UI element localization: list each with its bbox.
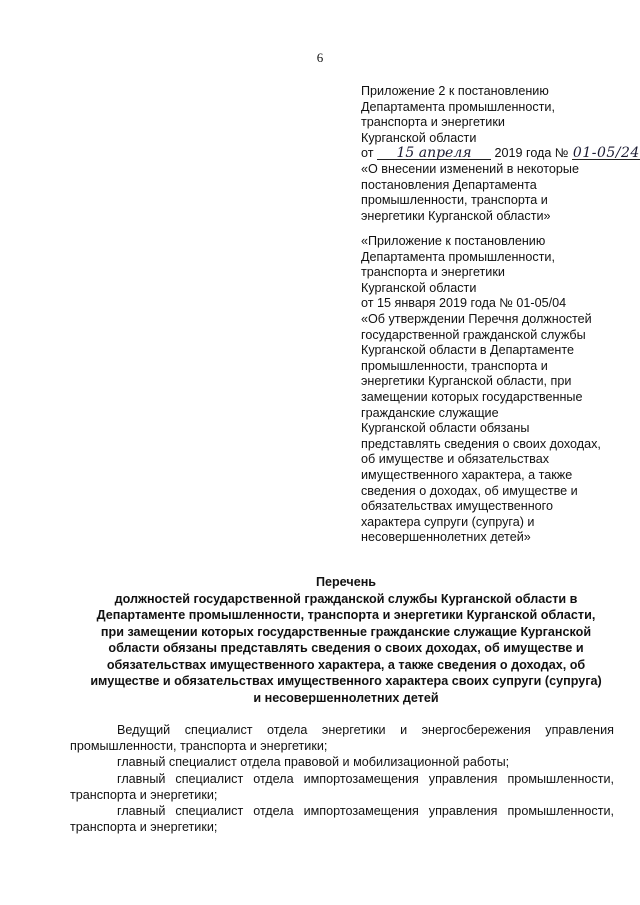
annex-original-line: энергетики Курганской области, при	[361, 374, 572, 389]
annex-current-line: Приложение 2 к постановлению	[361, 84, 549, 98]
annex-current-block	[361, 84, 640, 224]
date-suffix: 2019 года №	[494, 146, 569, 161]
title-line: при замещении которых государственные гражданские служащие Курганской	[100, 624, 592, 639]
annex-original-line: Курганской области	[361, 280, 477, 295]
annex-original-line: обязательствах имущественного	[361, 499, 554, 514]
annex-original-line: «Об утверждении Перечня должностей	[361, 311, 592, 326]
annex-original-line: представлять сведения о своих доходах,	[361, 436, 601, 451]
annex-original-line: замещении которых государственные	[361, 389, 583, 404]
title-line: обязательствах имущественного характера, а также сведения о доходах, об	[106, 657, 586, 672]
positions-list	[70, 722, 614, 835]
title-line: Департаменте промышленности, транспорта и энергетики Курганской области,	[96, 608, 596, 622]
annex-current-subject-line: энергетики Курганской области»	[361, 208, 551, 223]
annex-original-line: имущественного характера, а также	[361, 467, 573, 482]
annex-original-line: характера супруги (супруга) и	[361, 514, 535, 529]
annex-current-date-line	[361, 145, 640, 162]
annex-original-line: сведения о доходах, об имуществе и	[361, 483, 578, 498]
annex-current-line: Курганской области	[361, 130, 477, 145]
title-line: области обязаны представлять сведения о своих доходах, об имуществе и	[108, 641, 584, 655]
annex-original-line: «Приложение к постановлению	[361, 234, 546, 248]
document-title	[70, 574, 622, 706]
annex-original-line: Курганской области в Департаменте	[361, 343, 575, 358]
annex-original-line: от 15 января 2019 года № 01-05/04	[361, 296, 567, 311]
date-prefix: от	[361, 146, 374, 161]
title-line: имуществе и обязательствах имущественного характера своих супруги (супруга)	[90, 674, 602, 688]
title-line: должностей государственной гражданской службы Курганской области в	[114, 591, 578, 606]
handwritten-date: 15 апреля	[377, 147, 491, 160]
position-item: главный специалист отдела импортозамещения управления промышленности, транспорта и энергетики;	[70, 804, 614, 835]
annex-current-line: Департамента промышленности,	[361, 99, 555, 114]
page-number: 6	[316, 50, 324, 65]
annex-current-subject-line: «О внесении изменений в некоторые	[361, 161, 579, 176]
title-line: и несовершеннолетних детей	[253, 690, 439, 705]
annex-original-line: об имуществе и обязательствах	[361, 452, 550, 467]
annex-original-line: транспорта и энергетики	[361, 265, 505, 280]
position-item: Ведущий специалист отдела энергетики и энергосбережения управления промышленности, транспорта и энергетики;	[70, 723, 614, 754]
annex-original-line: несовершеннолетних детей»	[361, 530, 531, 545]
annex-current-line: транспорта и энергетики	[361, 115, 505, 130]
position-item: главный специалист отдела правовой и мобилизационной работы;	[117, 755, 510, 770]
handwritten-number: 01-05/24	[572, 145, 640, 162]
annex-original-line: Департамента промышленности,	[361, 249, 555, 264]
annex-original-line: гражданские служащие	[361, 405, 499, 420]
annex-original-line: промышленности, транспорта и	[361, 358, 548, 373]
annex-original-line: Курганской области обязаны	[361, 421, 530, 436]
title-heading: Перечень	[315, 575, 377, 589]
annex-original-block	[361, 234, 623, 546]
position-item: главный специалист отдела импортозамещения управления промышленности, транспорта и энергетики;	[70, 771, 614, 802]
annex-original-line: государственной гражданской службы	[361, 327, 586, 342]
annex-current-subject-line: постановления Департамента	[361, 177, 537, 192]
annex-current-subject-line: промышленности, транспорта и	[361, 193, 548, 208]
